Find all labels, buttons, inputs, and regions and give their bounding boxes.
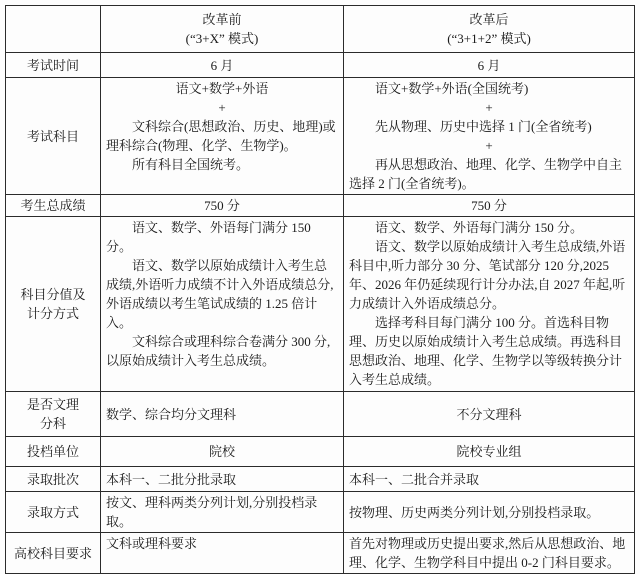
- text-line: 语文、数学以原始成绩计入考生总成绩,外语听力成绩不计入外语成绩总分,外语成绩以考生笔试成绩的 1.25 倍计入。: [106, 258, 334, 330]
- cell-filing-unit-before: 院校: [101, 437, 344, 467]
- text-line: 语文+数学+外语(全国统考): [375, 81, 529, 96]
- header-after-cell: [344, 6, 635, 53]
- header-after-subtitle: (“3+1+2” 模式): [447, 31, 531, 46]
- row-label-line: 分科: [39, 416, 66, 431]
- cell-exam-time-after: 6 月: [344, 53, 635, 78]
- table-row-college-subject-requirement: [6, 533, 635, 574]
- cell-exam-subjects-before: [101, 78, 344, 195]
- cell-college-requirement-after: 首先对物理或历史提出要求,然后从思想政治、地理、化学、生物学科目中提出 0-2 门科目要求。: [344, 533, 635, 574]
- cell-admission-batch-after: 本科一、二批合并录取: [344, 467, 635, 492]
- header-before-subtitle: (“3+X” 模式): [185, 31, 259, 46]
- row-label-line: 是否文理: [26, 397, 79, 412]
- row-label-college-subject-requirement: 高校科目要求: [6, 533, 101, 574]
- cell-admission-method-before: 按文、理科两类分列计划,分别投档录取。: [101, 492, 344, 533]
- text-line: 文科综合(思想政治、历史、地理)或理科综合(物理、化学、生物学)。: [106, 119, 336, 153]
- header-before-title: 改革前: [202, 12, 242, 27]
- row-label-exam-time: 考试时间: [6, 53, 101, 78]
- page-container: [5, 5, 635, 574]
- cell-total-score-before: 750 分: [101, 195, 344, 217]
- text-line: 文科综合或理科综合卷满分 300 分,以原始成绩计入考生总成绩。: [106, 334, 331, 368]
- cell-admission-batch-before: 本科一、二批分批录取: [101, 467, 344, 492]
- row-label-scoring: [6, 217, 101, 392]
- cell-scoring-after: [344, 217, 635, 392]
- table-row-header: [6, 6, 635, 53]
- row-label-exam-subjects: 考试科目: [6, 78, 101, 195]
- row-label-admission-method: 录取方式: [6, 492, 101, 533]
- cell-division-after: 不分文理科: [344, 392, 635, 437]
- table-row-exam-subjects: [6, 78, 635, 195]
- table-row-exam-time: [6, 53, 635, 78]
- row-label-admission-batch: 录取批次: [6, 467, 101, 492]
- text-line: 语文、数学、外语每门满分 150 分。: [375, 220, 584, 235]
- text-line: 选择考科目每门满分 100 分。首选科目物理、历史以原始成绩计入考生总成绩。再选科目思想政治、地理、化学、生物学以等级转换分计入考生总成绩。: [349, 315, 623, 387]
- text-line: 再从思想政治、地理、化学、生物学中自主选择 2 门(全省统考)。: [349, 157, 623, 191]
- cell-total-score-after: 750 分: [344, 195, 635, 217]
- cell-filing-unit-after: 院校专业组: [344, 437, 635, 467]
- cell-scoring-before: [101, 217, 344, 392]
- table-row-filing-unit: [6, 437, 635, 467]
- cell-division-before: 数学、综合均分文理科: [101, 392, 344, 437]
- cell-admission-method-after: 按物理、历史两类分列计划,分别投档录取。: [344, 492, 635, 533]
- header-empty-cell: [6, 6, 101, 53]
- table-row-scoring: [6, 217, 635, 392]
- row-label-total-score: 考生总成绩: [6, 195, 101, 217]
- text-line: 先从物理、历史中选择 1 门(全省统考): [375, 119, 592, 134]
- row-label-line: 计分方式: [26, 306, 79, 321]
- table-row-admission-method: [6, 492, 635, 533]
- comparison-table: [5, 5, 635, 574]
- table-row-total-score: [6, 195, 635, 217]
- text-line: 语文、数学以原始成绩计入考生总成绩,外语科目中,听力部分 30 分、笔试部分 120 分,2025 年、2026 年仍延续现行计分办法,自 2027 年起,听力成绩计入外语成绩总分。: [349, 239, 626, 311]
- cell-exam-time-before: 6 月: [101, 53, 344, 78]
- row-label-line: 科目分值及: [20, 287, 86, 302]
- text-line: +: [485, 100, 493, 115]
- text-line: 所有科目全国统考。: [132, 157, 250, 172]
- cell-exam-subjects-after: [344, 78, 635, 195]
- header-after-title: 改革后: [469, 12, 509, 27]
- text-line: +: [485, 138, 493, 153]
- text-line: +: [218, 100, 226, 115]
- text-line: 语文、数学、外语每门满分 150 分。: [106, 220, 311, 254]
- row-label-filing-unit: 投档单位: [6, 437, 101, 467]
- header-before-cell: [101, 6, 344, 53]
- text-line: 语文+数学+外语: [175, 81, 269, 96]
- row-label-arts-science-division: [6, 392, 101, 437]
- table-row-arts-science-division: [6, 392, 635, 437]
- table-row-admission-batch: [6, 467, 635, 492]
- cell-college-requirement-before: 文科或理科要求: [101, 533, 344, 574]
